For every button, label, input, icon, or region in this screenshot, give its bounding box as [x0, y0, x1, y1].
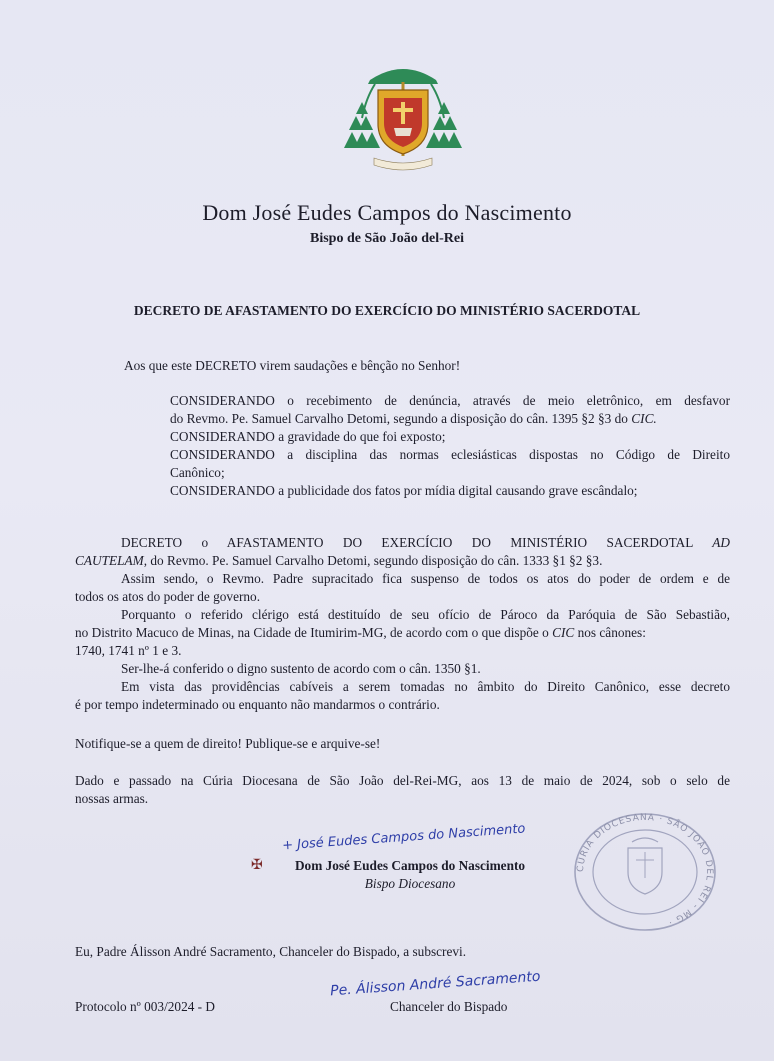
sustenance-line: Ser-lhe-á conferido o digno sustento de acordo com o cân. 1350 §1.: [121, 661, 481, 676]
duration-line-1: Em vista das providências cabíveis a serem tomadas no âmbito do Direito Canônico, esse decreto: [121, 679, 730, 694]
coat-of-arms-icon: [340, 58, 466, 176]
duration-line-2: é por tempo indeterminado ou enquanto não mandarmos o contrário.: [75, 697, 440, 712]
cic-italic: CIC.: [631, 411, 657, 426]
chancellor-statement: Eu, Padre Álisson André Sacramento, Chanceler do Bispado, a subscrevi.: [75, 944, 467, 959]
given-line-2: nossas armas.: [75, 791, 149, 806]
consideration-3-line-2: Canônico;: [170, 465, 225, 480]
consideration-4: CONSIDERANDO a publicidade dos fatos por mídia digital causando grave escândalo;: [170, 483, 638, 498]
chancellor-title: Chanceler do Bispado: [390, 999, 508, 1014]
bishop-signature-block: [250, 858, 570, 892]
signature-role: Bispo Diocesano: [364, 876, 456, 891]
diocesan-seal-icon: [570, 808, 720, 936]
decree-paragraph-line-2: CAUTELAM, do Revmo. Pe. Samuel Carvalho Detomi, segundo disposição do cân. 1333 §1 §2 §3.: [75, 553, 603, 568]
chancellor-handwritten-signature: Pe. Álisson André Sacramento: [329, 968, 541, 1000]
consideration-1-line-1: CONSIDERANDO o recebimento de denúncia, através de meio eletrônico, em desfavor: [170, 393, 730, 408]
given-line-1: Dado e passado na Cúria Diocesana de São João del-Rei-MG, aos 13 de maio de 2024, sob o selo de: [75, 773, 730, 788]
consideration-2: CONSIDERANDO a gravidade do que foi exposto;: [170, 429, 446, 444]
decree-paragraph-line-1: DECRETO o AFASTAMENTO DO EXERCÍCIO DO MINISTÉRIO SACERDOTAL AD: [121, 535, 730, 550]
suspension-line-2: todos os atos do poder de governo.: [75, 589, 261, 604]
bishop-name-heading: Dom José Eudes Campos do Nascimento: [202, 200, 572, 225]
decree-title: DECRETO DE AFASTAMENTO DO EXERCÍCIO DO MINISTÉRIO SACERDOTAL: [133, 303, 641, 318]
consideration-3-line-1: CONSIDERANDO a disciplina das normas eclesiásticas dispostas no Código de Direito: [170, 447, 730, 462]
consideration-1-line-2: do Revmo. Pe. Samuel Carvalho Detomi, segundo a disposição do cân. 1395 §2 §3 do CIC.: [170, 411, 657, 426]
notify-line: Notifique-se a quem de direito! Publique-se e arquive-se!: [75, 736, 381, 751]
greeting-line: Aos que este DECRETO virem saudações e bênção no Senhor!: [124, 358, 461, 373]
episcopal-cross-icon: ✠: [251, 858, 263, 873]
destitution-line-1: Porquanto o referido clérigo está destituído de seu ofício de Pároco da Paróquia de São Sebastião,: [121, 607, 730, 622]
svg-text:CÚRIA DIOCESANA · SÃO JOÃO DEL: CÚRIA DIOCESANA · SÃO JOÃO DEL REI - MG ·: [575, 812, 715, 928]
suspension-line-1: Assim sendo, o Revmo. Padre supracitado fica suspenso de todos os atos do poder de ordem e de: [121, 571, 730, 586]
destitution-line-3: 1740, 1741 nº 1 e 3.: [75, 643, 182, 658]
protocol-number: Protocolo nº 003/2024 - D: [75, 999, 216, 1014]
bishop-handwritten-signature: + José Eudes Campos do Nascimento: [281, 821, 526, 854]
signature-name: Dom José Eudes Campos do Nascimento: [294, 858, 526, 873]
bishop-title-heading: Bispo de São João del-Rei: [309, 231, 464, 246]
destitution-line-2: no Distrito Macuco de Minas, na Cidade de Itumirim-MG, de acordo com o que dispõe o CIC nos cânones:: [75, 625, 646, 640]
